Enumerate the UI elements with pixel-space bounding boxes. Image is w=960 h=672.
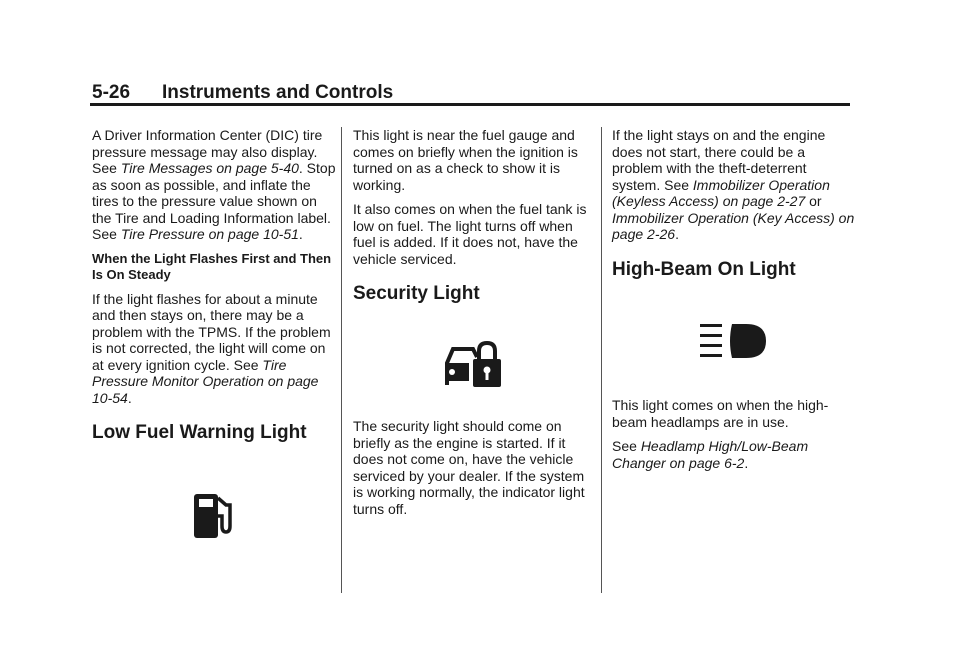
column-3-lower xyxy=(612,397,856,471)
paragraph-security-start: The security light should come on briefly as the engine is started. If it does not come on, have the vehicle serviced by your dealer. If the system is working normally, the indicator light turns off. xyxy=(353,418,585,517)
xref-tire-pressure[interactable]: Tire Pressure on page 10-51 xyxy=(120,226,299,242)
column-divider-2 xyxy=(601,127,602,593)
text: If the light stays on and the engine does not start, there could be a problem with the theft-deterrent system. See xyxy=(612,127,826,193)
column-1 xyxy=(92,127,336,444)
section-title-high-beam: High-Beam On Light xyxy=(612,258,796,280)
subheading-flashes: When the Light Flashes First and Then Is On Steady xyxy=(92,250,332,282)
text: . xyxy=(298,226,303,242)
xref-headlamp-changer[interactable]: Headlamp High/Low-Beam Changer on page 6-2 xyxy=(612,438,809,471)
text: . Stop as soon as possible, and inflate the tires to the pressure value shown on the Tire and Loading Information label. See xyxy=(92,160,336,242)
xref-tire-messages[interactable]: Tire Messages on page 5-40 xyxy=(120,160,299,176)
column-2 xyxy=(353,127,597,305)
paragraph-dic-message xyxy=(92,127,336,243)
page-header xyxy=(92,82,850,104)
text: See xyxy=(612,438,641,454)
xref-immobilizer-keyless[interactable]: Immobilizer Operation (Keyless Access) on page 2-27 xyxy=(612,176,830,209)
security-car-lock-icon xyxy=(443,337,503,394)
section-title-low-fuel: Low Fuel Warning Light xyxy=(92,422,307,443)
paragraph-low-fuel: It also comes on when the fuel tank is low on fuel. The light turns off when fuel is added. If it does not, have the vehicle serviced. xyxy=(353,201,587,267)
paragraph-tpms-flash xyxy=(92,291,336,407)
text: . xyxy=(127,389,132,406)
page-number: 5-26 xyxy=(92,82,131,103)
text: If the light flashes for about a minute and then stays on, there may be a problem with the TPMS. If the problem is not corrected, the light will come on at every ignition cycle. See xyxy=(92,290,331,373)
xref-tpms-operation[interactable]: Tire Pressure Monitor Operation on page 10-54 xyxy=(92,356,319,406)
section-title-security: Security Light xyxy=(353,283,480,304)
xref-immobilizer-key[interactable]: Immobilizer Operation (Key Access) on page 2-26 xyxy=(612,209,855,242)
text: A Driver Information Center (DIC) tire pressure message may also display. See xyxy=(92,127,323,176)
fuel-pump-icon xyxy=(190,490,240,545)
text: . xyxy=(744,454,749,471)
paragraph-theft-deterrent xyxy=(612,127,856,243)
header-rule xyxy=(90,103,850,106)
column-divider-1 xyxy=(341,127,342,593)
paragraph-high-beam: This light comes on when the high-beam headlamps are in use. xyxy=(612,397,829,430)
chapter-title: Instruments and Controls xyxy=(162,82,394,103)
paragraph-fuel-check: This light is near the fuel gauge and comes on briefly when the ignition is turned on as a check to show it is working. xyxy=(353,127,578,193)
paragraph-high-beam-see xyxy=(612,438,856,471)
high-beam-icon xyxy=(700,322,770,367)
column-3 xyxy=(612,127,856,281)
text: or xyxy=(805,193,822,209)
text: . xyxy=(675,226,679,242)
